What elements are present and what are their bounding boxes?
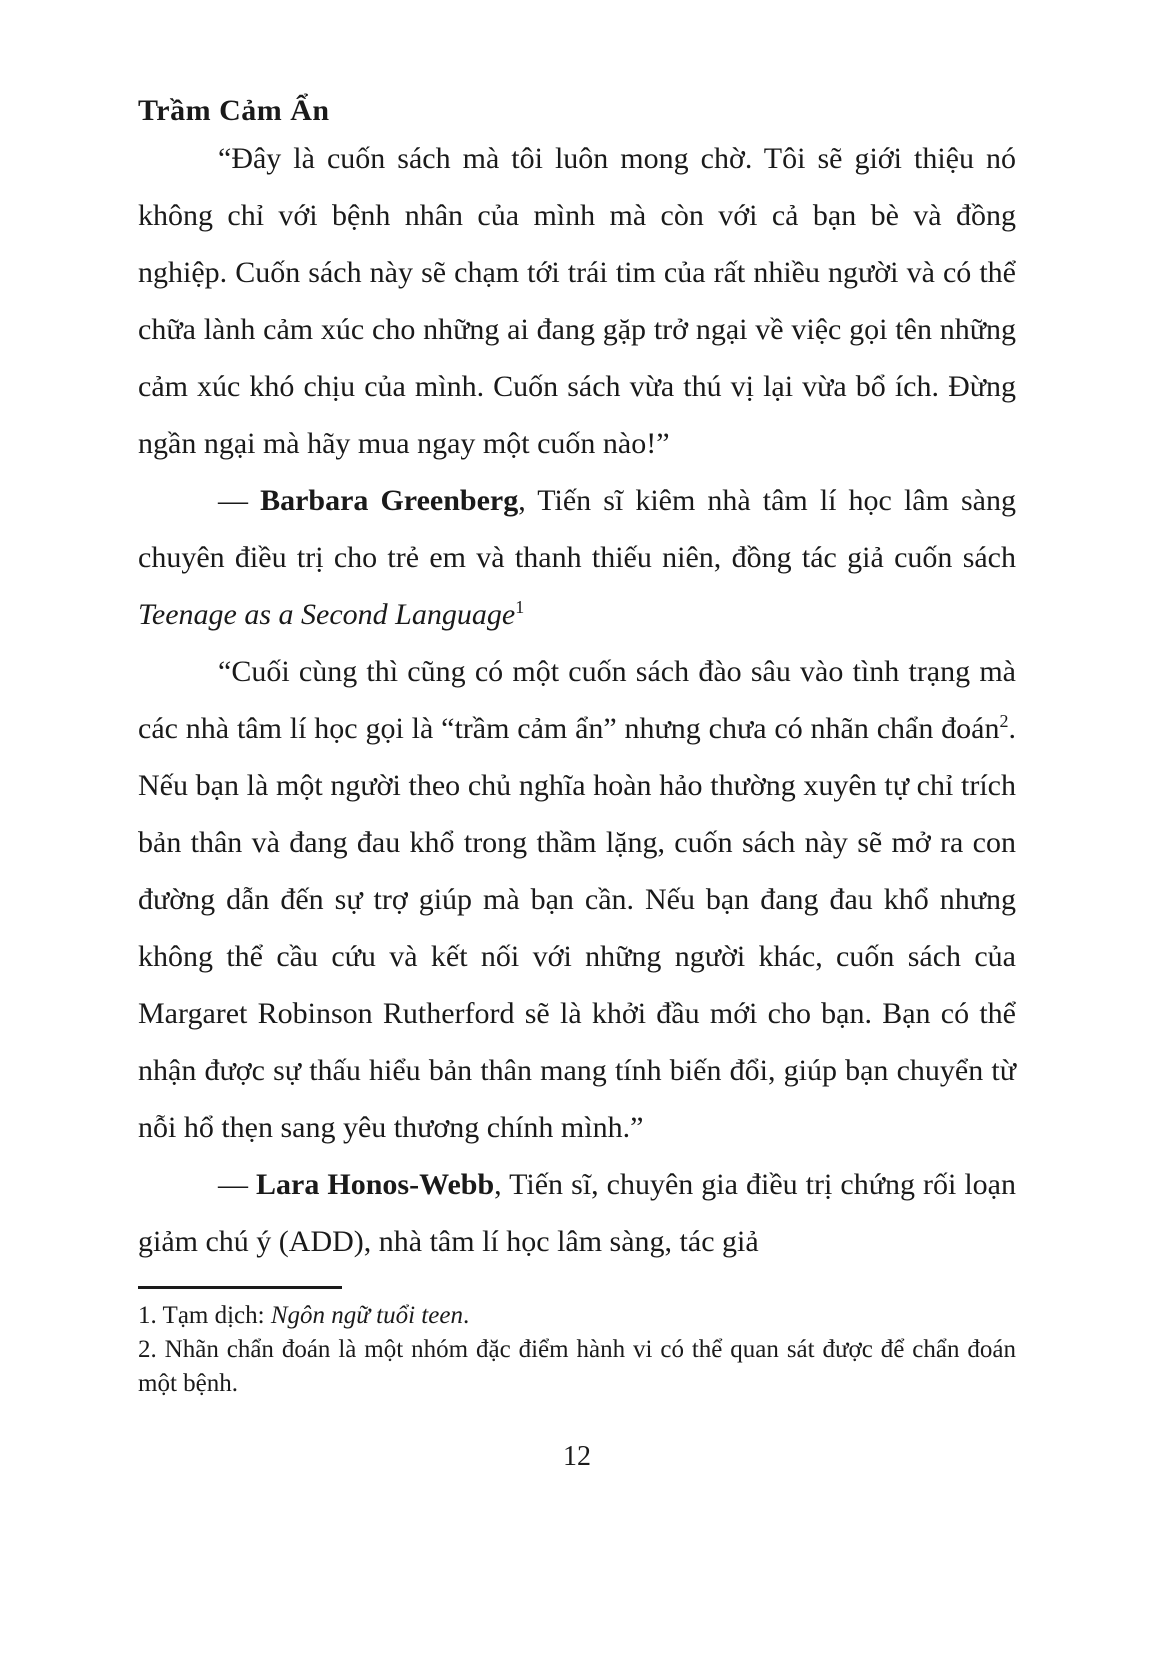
quote-1-text: “Đây là cuốn sách mà tôi luôn mong chờ. Tôi sẽ giới thiệu nó không chỉ với bệnh nhân của mình mà còn với cả bạn bè và đồng nghiệp. Cuốn sách này sẽ chạm tới trái tim của rất nhiều người và có thể chữa lành cảm xúc cho những ai đang gặp trở ngại về việc gọi tên những cảm xúc khó chịu của mình. Cuốn sách vừa thú vị lại vừa bổ ích. Đừng ngần ngại mà hãy mua ngay một cuốn nào!” <box>138 142 1016 460</box>
attribution-1-name: Barbara Greenberg <box>260 484 519 517</box>
page-body <box>138 130 1016 1270</box>
attribution-2 <box>138 1156 1016 1270</box>
attribution-2-role: , Tiến sĩ, chuyên gia điều trị chứng rối loạn giảm chú ý (ADD), nhà tâm lí học lâm sàng, tác giả <box>138 1168 1017 1258</box>
footnote-1 <box>138 1299 1016 1333</box>
quote-2-text-before-ref: “Cuối cùng thì cũng có một cuốn sách đào sâu vào tình trạng mà các nhà tâm lí học gọi là “trầm cảm ẩn” nhưng chưa có nhãn chẩn đoán <box>138 655 1016 745</box>
footnote-separator-rule <box>138 1286 342 1289</box>
attribution-2-dash: — <box>218 1168 257 1201</box>
running-header: Trầm Cảm Ẩn <box>138 94 330 127</box>
attribution-1-role: , Tiến sĩ kiêm nhà tâm lí học lâm sàng chuyên điều trị cho trẻ em và thanh thiếu niên, đồng tác giả cuốn sách <box>138 484 1016 574</box>
endorsement-quote-2 <box>138 643 1016 1156</box>
attribution-1 <box>138 472 1016 643</box>
footnote-ref-1: 1 <box>515 597 525 617</box>
page-number: 12 <box>563 1441 591 1472</box>
attribution-1-dash: — <box>218 484 261 517</box>
footnote-2-text: 2. Nhãn chẩn đoán là một nhóm đặc điểm hành vi có thể quan sát được để chẩn đoán một bệnh. <box>138 1336 1016 1397</box>
footnote-1-prefix: 1. Tạm dịch: <box>138 1302 271 1329</box>
footnote-2 <box>138 1333 1016 1401</box>
footnote-1-suffix: . <box>462 1302 470 1329</box>
footnotes <box>138 1299 1016 1401</box>
footnote-ref-2: 2 <box>999 711 1009 731</box>
endorsement-quote-1 <box>138 130 1016 472</box>
quote-2-text-after-ref: . Nếu bạn là một người theo chủ nghĩa hoàn hảo thường xuyên tự chỉ trích bản thân và đang đau khổ trong thầm lặng, cuốn sách này sẽ mở ra con đường dẫn đến sự trợ giúp mà bạn cần. Nếu bạn đang đau khổ nhưng không thể cầu cứu và kết nối với những người khác, cuốn sách của Margaret Robinson Rutherford sẽ là khởi đầu mới cho bạn. Bạn có thể nhận được sự thấu hiểu bản thân mang tính biến đổi, giúp bạn chuyển từ nỗi hổ thẹn sang yêu thương chính mình.” <box>138 712 1016 1144</box>
attribution-2-name: Lara Honos-Webb <box>256 1168 495 1201</box>
footnote-1-italic-title: Ngôn ngữ tuổi teen <box>270 1302 463 1329</box>
attribution-1-book-title: Teenage as a Second Language <box>138 598 516 631</box>
